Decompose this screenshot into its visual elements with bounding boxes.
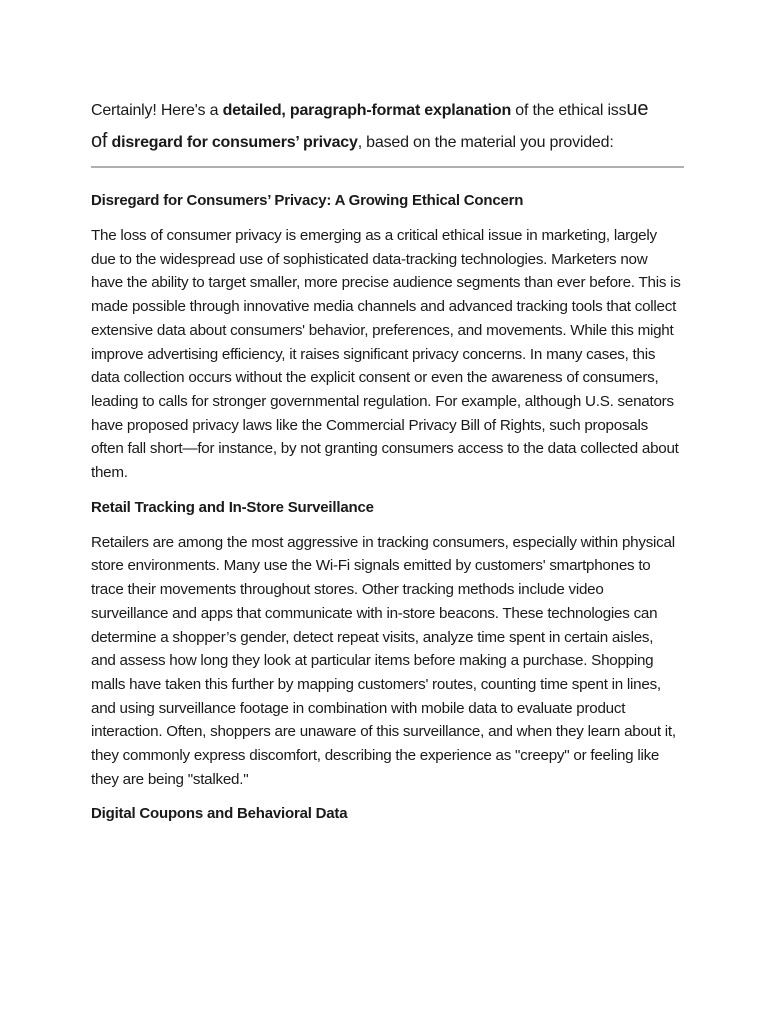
intro-paragraph — [91, 94, 681, 158]
intro-bold-2: disregard for consumers’ privacy — [107, 134, 358, 151]
document-page — [91, 94, 681, 825]
section-heading-retail: Retail Tracking and In-Store Surveillance — [91, 498, 374, 516]
section-heading-privacy: Disregard for Consumers’ Privacy: A Growing Ethical Concern — [91, 192, 524, 209]
horizontal-rule — [91, 166, 684, 168]
section-body-privacy: The loss of consumer privacy is emerging as a critical ethical issue in marketing, largely due to the widespread use of sophisticated data-tracking technologies. Marketers now have the ability to target smaller, more precise audience segments than ever before. This is made possible through innovative media channels and advanced tracking tools that collect extensive data about consumers' behavior, preferences, and movements. While this might improve advertising efficiency, it raises significant privacy concerns. In many cases, this data collection occurs without the explicit consent or even the awareness of consumers, leading to calls for stronger governmental regulation. For example, although U.S. senators have proposed privacy laws like the Commercial Privacy Bill of Rights, such proposals often fall short—for instance, by not granting consumers access to the data collected about them. — [91, 227, 681, 482]
intro-text-1: Certainly! Here's a — [91, 102, 223, 119]
intro-text-2: of the ethical iss — [511, 102, 627, 119]
section-body-retail: Retailers are among the most aggressive in tracking consumers, especially within physical store environments. Many use the Wi-Fi signals emitted by customers' smartphones to trace their movements throughout stores. Other tracking methods include video surveillance and apps that communicate with in-store beacons. These technologies can determine a shopper’s gender, detect repeat visits, analyze time spent in certain aisles, and assess how long they look at particular items before making a purchase. Shopping malls have taken this further by mapping customers' routes, counting time spent in lines, and using surveillance footage in combination with mobile data to evaluate product interaction. Often, shoppers are unaware of this surveillance, and when they learn about it, they commonly express discomfort, describing the experience as "creepy" or feeling like they are being "stalked." — [91, 533, 676, 788]
section-heading-coupons: Digital Coupons and Behavioral Data — [91, 805, 348, 823]
intro-text-3: , based on the material you provided: — [357, 134, 614, 151]
intro-bold-1: detailed, paragraph-format explanation — [222, 102, 512, 119]
intro-big-1: ue — [626, 98, 649, 120]
intro-big-2: of — [91, 130, 108, 152]
